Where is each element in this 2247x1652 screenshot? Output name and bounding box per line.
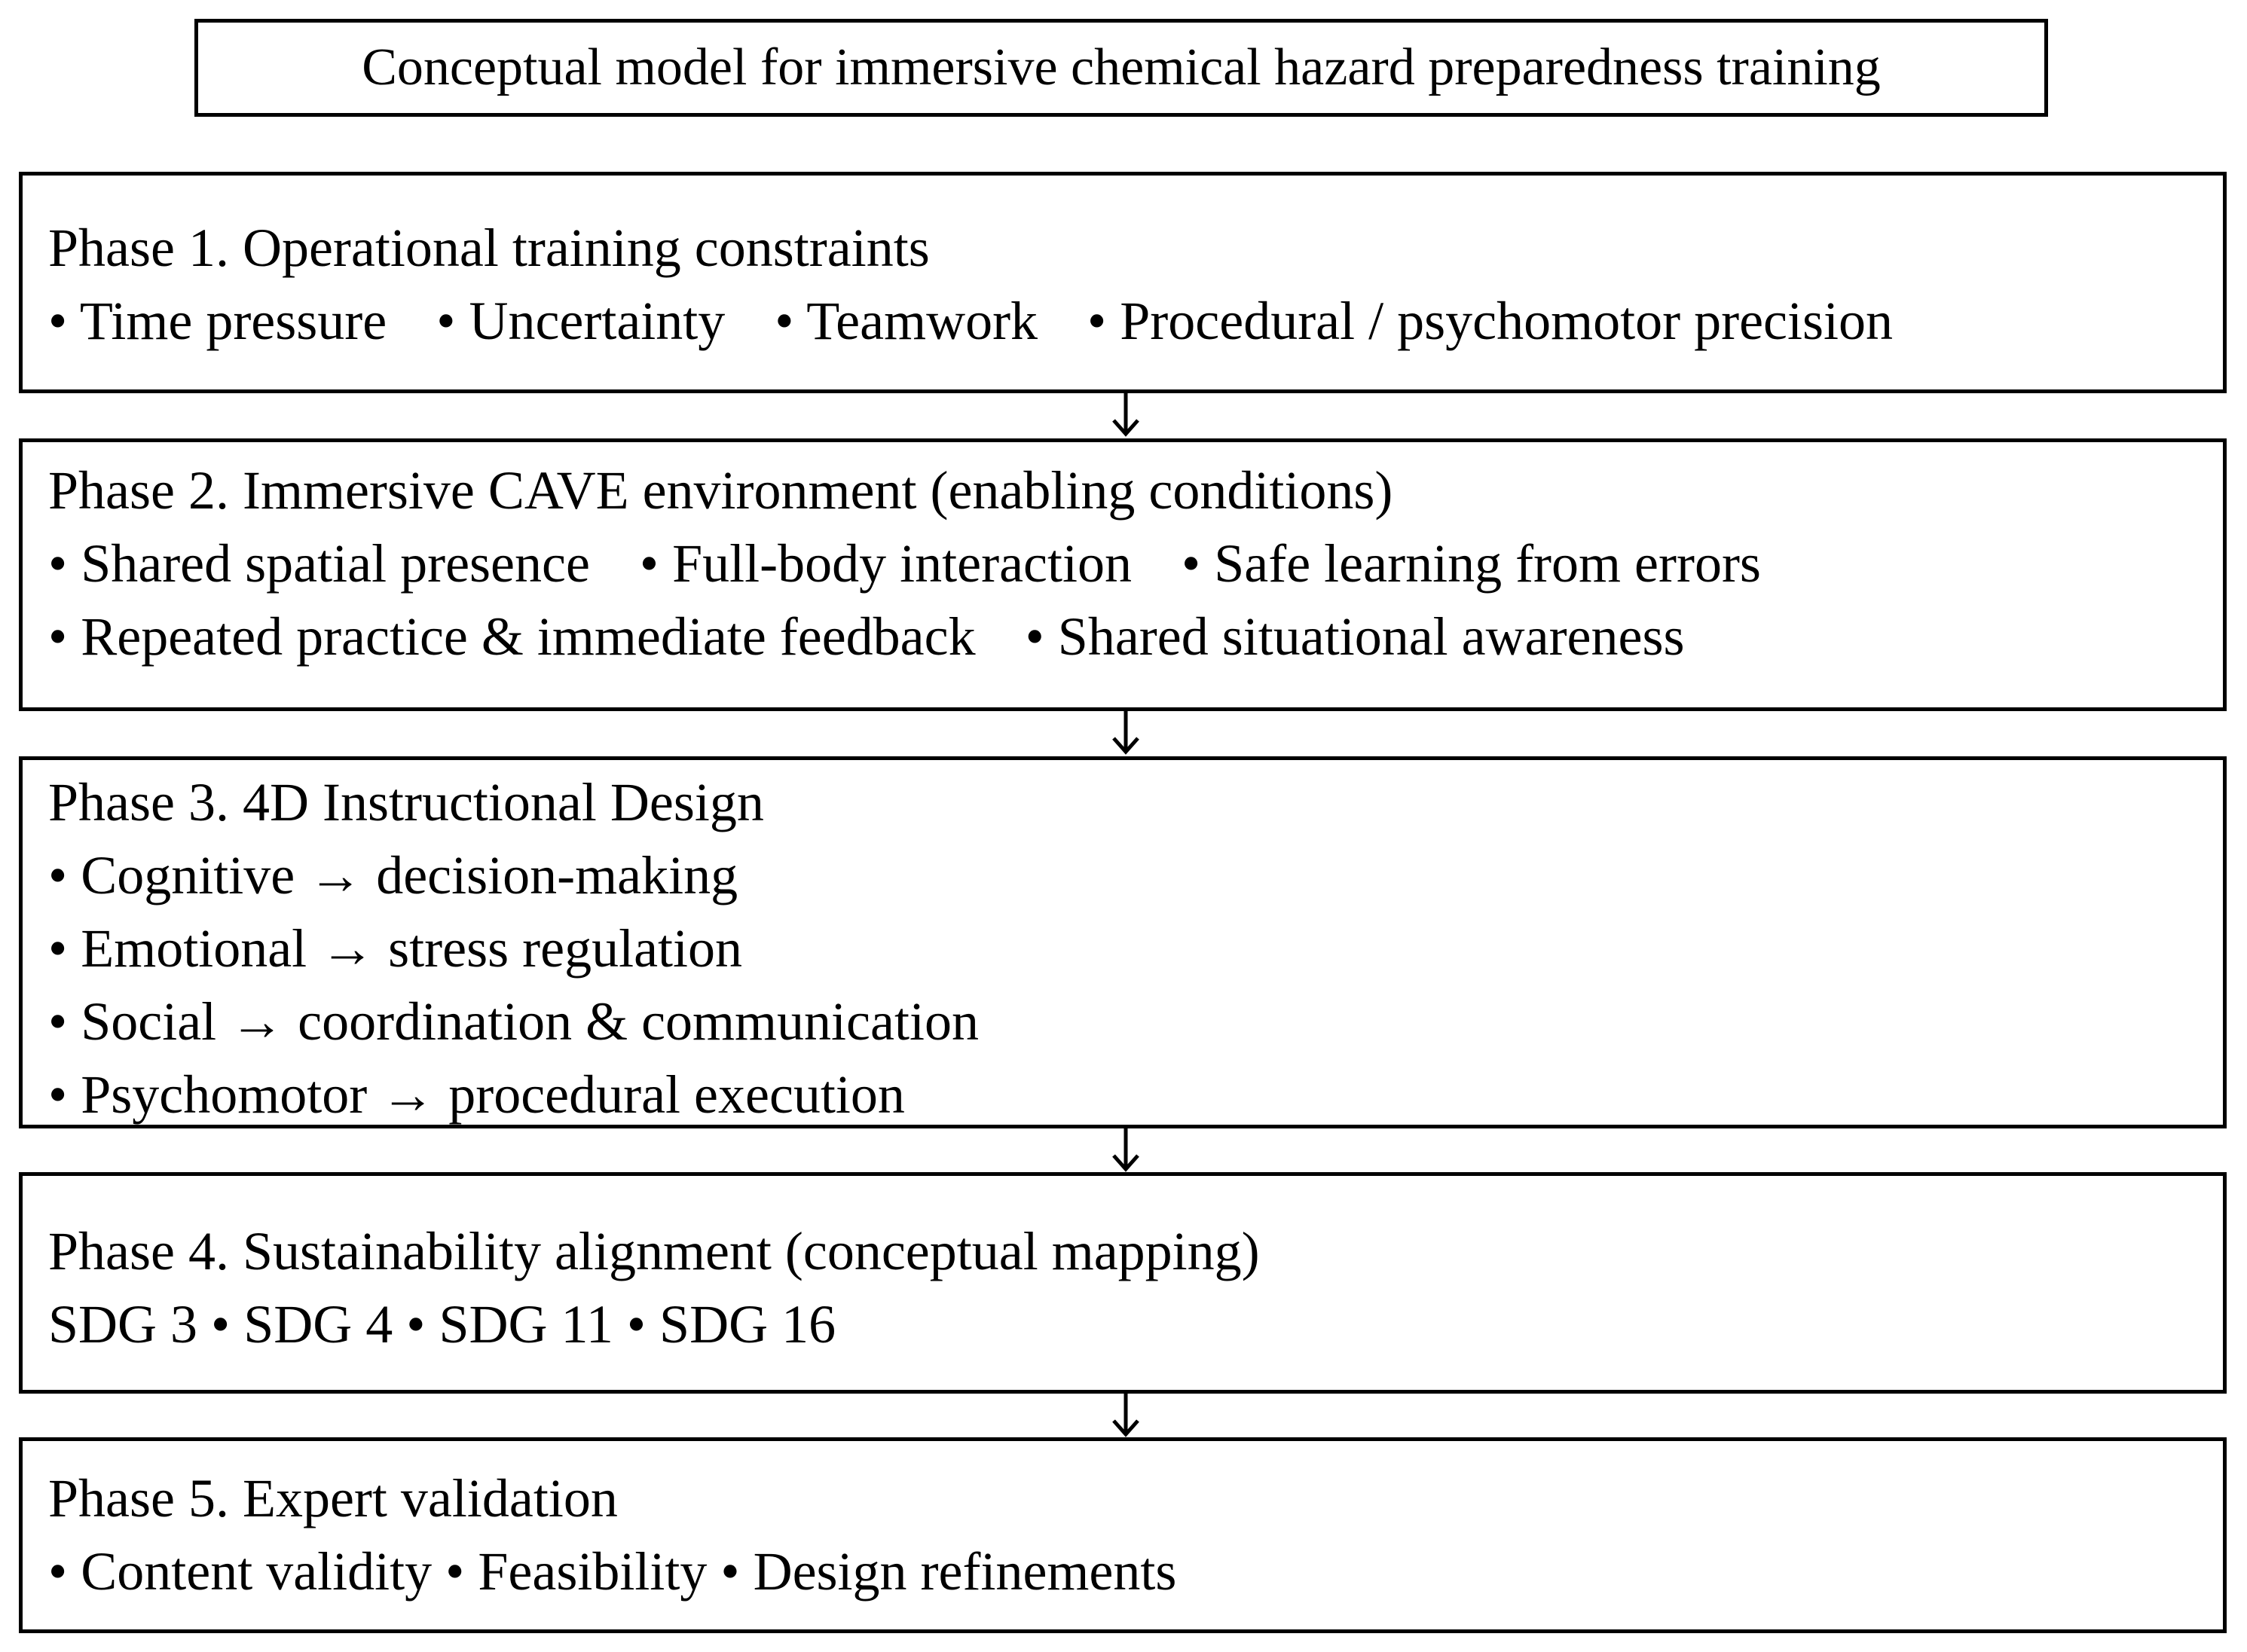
phase-1-title: Phase 1. Operational training constraints <box>48 218 930 278</box>
bullet-item: • Full-body interaction <box>639 533 1133 594</box>
bullet-item: • Teamwork <box>775 291 1038 351</box>
diagram-title: Conceptual model for immersive chemical hazard preparedness training <box>194 19 2048 117</box>
phase-2-title: Phase 2. Immersive CAVE environment (enabling conditions) <box>48 460 1393 521</box>
phase-4-title: Phase 4. Sustainability alignment (conceptual mapping) <box>48 1221 1260 1281</box>
flow-arrow-3 <box>1111 1128 1141 1172</box>
phase-3-box <box>19 756 2227 1128</box>
flow-arrow-4 <box>1111 1394 1141 1437</box>
phase-5-title: Phase 5. Expert validation <box>48 1468 618 1528</box>
phase-2-line-1 <box>48 527 2223 600</box>
phase-3-line-3: • Social → coordination & communication <box>48 991 979 1052</box>
bullet-item: • Repeated practice & immediate feedback <box>48 606 976 667</box>
bullet-item: • Procedural / psychomotor precision <box>1087 291 1894 351</box>
phase-1-box <box>19 172 2227 393</box>
phase-1-line-1 <box>48 285 2223 358</box>
bullet-item: • Safe learning from errors <box>1182 533 1761 594</box>
bullet-item: • Shared spatial presence <box>48 533 590 594</box>
phase-3-line-4: • Psychomotor → procedural execution <box>48 1064 905 1125</box>
phase-3-line-1: • Cognitive → decision-making <box>48 845 738 905</box>
bullet-item: • Uncertainty <box>436 291 726 351</box>
flow-arrow-2 <box>1111 711 1141 755</box>
phase-4-box <box>19 1172 2227 1394</box>
bullet-item: • Shared situational awareness <box>1025 606 1685 667</box>
phase-3-line-2: • Emotional → stress regulation <box>48 918 743 979</box>
phase-5-box <box>19 1437 2227 1633</box>
phase-2-line-2 <box>48 600 2223 673</box>
bullet-item: • Time pressure <box>48 291 387 351</box>
phase-5-line-1: • Content validity • Feasibility • Design refinements <box>48 1541 1177 1602</box>
flow-arrow-1 <box>1111 393 1141 437</box>
phase-2-box <box>19 438 2227 711</box>
phase-4-line-1: SDG 3 • SDG 4 • SDG 11 • SDG 16 <box>48 1294 836 1354</box>
phase-3-title: Phase 3. 4D Instructional Design <box>48 772 764 832</box>
